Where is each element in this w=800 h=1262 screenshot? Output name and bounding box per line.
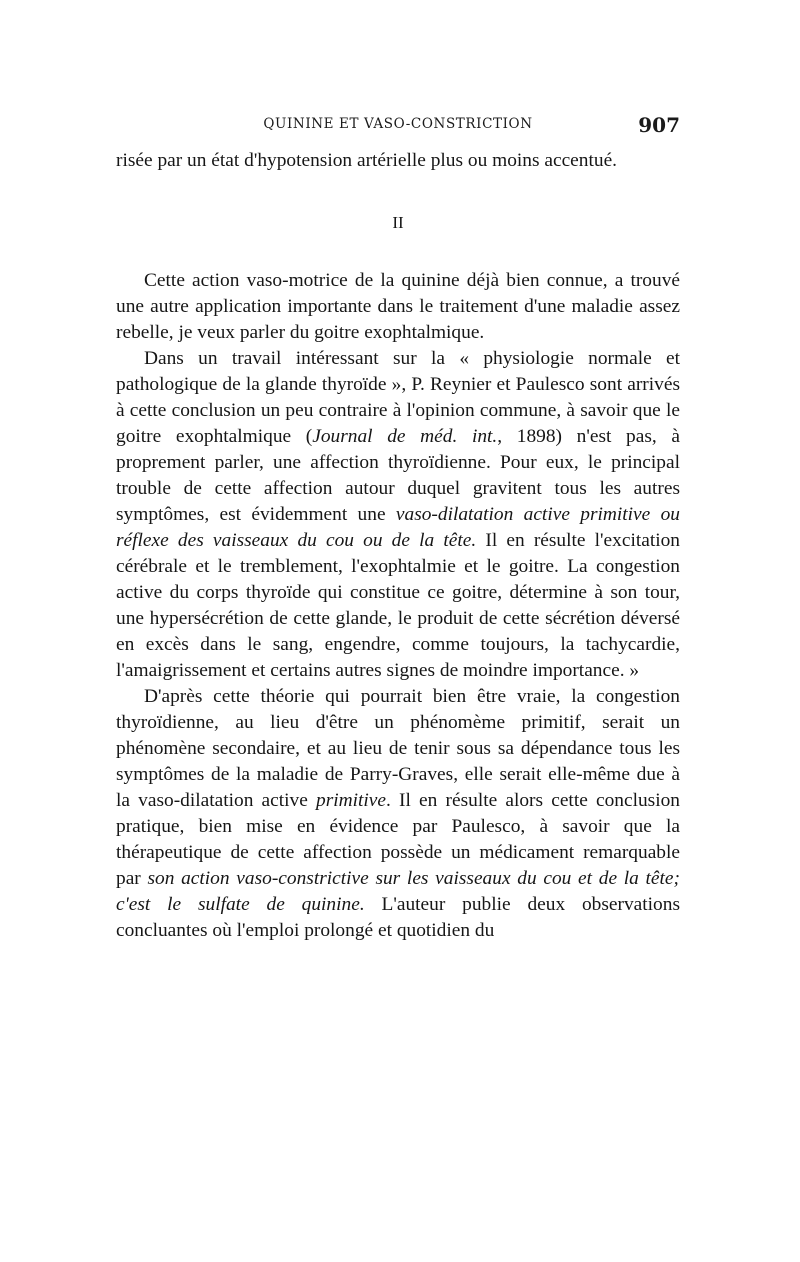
paragraph-text: risée par un état d'hypotension artérielle plus ou moins accentué.	[116, 150, 618, 171]
section-heading: II	[392, 213, 404, 232]
paragraph-text: D'après cette théorie qui pourrait bien être vraie, la congestion thyroïdienne, au lieu d'être un phénomème primitif, serait un phénomène secondaire, et au lieu de tenir sous sa dépendance tous les symptômes de la maladie de Parry-Graves, elle serait elle-même due à la vaso-dilatation active	[116, 686, 680, 811]
paragraph-text: Cette action vaso-motrice de la quinine déjà bien connue, a trouvé une autre application importante dans le traitement d'une maladie assez rebelle, je veux parler du goitre exophtalmique.	[116, 270, 680, 343]
paragraph-text: L'auteur publie deux observations concluantes où l'emploi prolongé et quotidien du	[116, 894, 680, 941]
paragraph-continuation	[116, 148, 680, 174]
paragraph-text: , 1898) n'est pas, à proprement parler, une affection thyroïdienne. Pour eux, le principal trouble de cette affection autour duquel gravitent tous les autres symptômes, est évidemment une	[116, 426, 680, 525]
text-block	[116, 148, 680, 944]
running-title: QUININE ET VASO-CONSTRICTION	[263, 116, 533, 132]
italic-word: primitive	[316, 790, 387, 811]
running-head	[116, 113, 680, 140]
paragraph-theory	[116, 684, 680, 944]
italic-phrase: son action vaso-constrictive sur les vaisseaux du cou et de la tête; c'est le sulfate de quinine.	[116, 868, 680, 915]
paragraph-reynier-paulesco	[116, 346, 680, 684]
paragraph-quinine-action	[116, 268, 680, 346]
italic-phrase: vaso-dilatation active primitive ou réflexe des vaisseaux du cou ou de la tête.	[116, 504, 680, 551]
paragraph-text: Dans un travail intéressant sur la « physiologie normale et pathologique de la glande thyroïde », P. Reynier et Paulesco sont arrivés à cette conclusion un peu contraire à l'opinion commune, à savoir que le goitre exophtalmique (	[116, 348, 680, 447]
journal-citation: Journal de méd. int.	[312, 426, 498, 447]
page-number: 907	[638, 113, 680, 137]
paragraph-text: Il en résulte l'excitation cérébrale et le tremblement, l'exophtalmie et le goitre. La congestion active du corps thyroïde qui constitue ce goitre, détermine à son tour, une hypersécrétion de cette glande, le produit de cette sécrétion déversé en excès dans le sang, engendre, comme toujours, la tachycardie, l'amaigrissement et certains autres signes de moindre importance. »	[116, 530, 681, 681]
paragraph-text: . Il en résulte alors cette conclusion pratique, bien mise en évidence par Paulesco, à savoir que la thérapeutique de cette affection possède un médicament remarquable par	[116, 790, 680, 889]
